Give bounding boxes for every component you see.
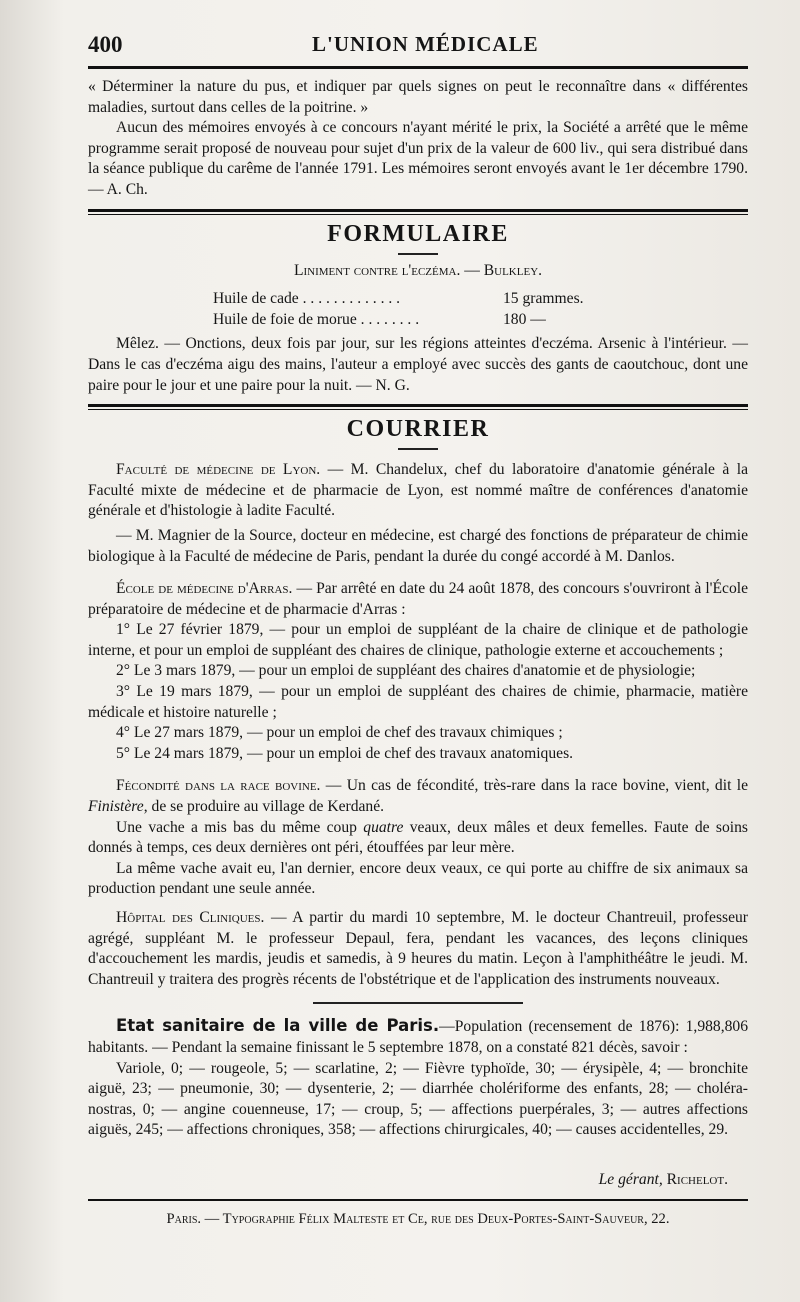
courrier-divider [398,448,438,450]
news-hopital-heading: Hôpital des Cliniques. [116,909,265,926]
news-arras-heading: École de médecine d'Arras. [116,580,293,598]
recipe-title: Liniment contre l'eczéma. — Bulkley. [293,261,543,279]
list-item: 4° Le 27 mars 1879, — pour un emploi de chef des travaux chimiques ; [116,724,563,742]
formulaire-title: FORMULAIRE [327,220,509,247]
journal-title: L'UNION MÉDICALE [312,32,539,56]
newspaper-name: Finistère [88,798,144,816]
page-header [88,0,748,66]
bovine-p2-italic: quatre [363,818,404,836]
ingredient-quantity: 15 grammes. [503,290,584,308]
opening-quote: « Déterminer la nature du pus, et indiquer par quels signes on peut le reconnaître dans « différentes maladies, surtout dans celles de la poitrine. » [88,78,748,116]
page-content [88,0,748,1228]
news-bovine-p3: La même vache avait eu, l'an dernier, encore deux veaux, ce qui porte au chiffre de six animaux sa production pendant une seule année. [88,859,748,898]
news-bovine [88,776,748,817]
ingredient-name: Huile de foie de morue . . . . . . . . [213,310,420,328]
ingredient-row [213,289,748,310]
etat-intro: —Population (recensement de 1876): 1,988,806 habitants. — Pendant la semaine finissant le 5 septembre 1878, on a constaté 821 décès, savoir : [88,1018,748,1056]
news-magnier: — M. Magnier de la Source, docteur en médecine, est chargé des fonctions de préparateur de chimie biologique à la Faculté de médecine de Paris, pendant la durée du congé accordé à M. Danlos. [88,526,748,565]
mid-rule [313,1002,523,1004]
news-bovine-text: — Un cas de fécondité, très-rare dans la race bovine, vient, dit le [320,777,748,795]
news-hopital [88,908,748,990]
recipe-instructions: Mêlez. — Onctions, deux fois par jour, sur les régions atteintes d'eczéma. Arsenic à l'intérieur. — Dans le cas d'eczéma aigu des mains, l'auteur a employé avec succès des gants de caoutchouc, dont une paire pour le jour et une paire pour la nuit. — N. G. [88,335,748,394]
section-rule-formulaire [88,209,748,212]
ingredient-name: Huile de cade . . . . . . . . . . . . . [213,290,401,308]
list-item: 5° Le 24 mars 1879, — pour un emploi de chef des travaux anatomiques. [116,744,574,762]
list-item: 2° Le 3 mars 1879, — pour un emploi de suppléant des chaires d'anatomie et de physiologie; [116,662,696,680]
page-number: 400 [88,32,123,57]
courrier-title: COURRIER [346,416,490,443]
etat-title: Etat sanitaire de la ville de Paris. [116,1016,440,1036]
signature [88,1171,748,1189]
formulaire-divider [398,253,438,255]
news-bovine-text-end: , de se produire au village de Kerdané. [143,798,385,816]
opening-paragraph: Aucun des mémoires envoyés à ce concours n'ayant mérité le prix, la Société a arrêté que le même programme serait proposé de nouveau pour sujet d'un prix de la valeur de 600 liv., qui sera distribué dans la séance publique du carême de l'année 1791. Les mémoires seront envoyés avant le 1er décembre 1790. — A. Ch. [88,119,748,198]
signature-label: Le gérant, [598,1170,663,1188]
printer-footer: Paris. — Typographie Félix Malteste et Ce, rue des Deux-Portes-Saint-Sauveur, 22. [88,1199,748,1228]
bovine-p2-start: Une vache a mis bas du même coup [116,818,364,836]
news-bovine-p2 [88,818,748,859]
ingredient-quantity: 180 — [503,310,546,328]
news-arras-text: — Par arrêté en date du 24 août 1878, des concours s'ouvriront à l'École préparatoire de médecine et de pharmacie d'Arras : [88,580,748,618]
etat-details: Variole, 0; — rougeole, 5; — scarlatine, 2; — Fièvre typhoïde, 30; — érysipèle, 4; — bronchite aiguë, 23; — pneumonie, 30; — dysenterie, 2; — diarrhée cholériforme des enfants, 28; — choléra-nostras, 0; — angine couenneuse, 17; — croup, 5; — affections puerpérales, 3; — autres affections aiguës, 245; — affections chroniques, 358; — affections chirurgicales, 40; — causes accidentelles, 29. [88,1059,748,1139]
etat-sanitaire [88,1016,748,1058]
news-lyon [88,460,748,522]
arras-concours-list [88,620,748,764]
news-bovine-heading: Fécondité dans la race bovine. [116,777,321,795]
list-item: 1° Le 27 février 1879, — pour un emploi de suppléant de la chaire de clinique et de pathologie interne, et pour un emploi de suppléant des chaires de clinique, pathologie externe et accouchements ; [88,621,748,659]
ingredient-list [213,289,748,330]
news-hopital-text: — A partir du mardi 10 septembre, M. le docteur Chantreuil, professeur agrégé, suppléant M. le professeur Depaul, fera, pendant les vacances, des leçons cliniques d'accouchement les mardis, jeudis et samedis, à 9 heures du matin. Leçon à l'amphithéâtre le jeudi. M. Chantreuil y traitera des progrès récents de l'obstétrique et de l'application des instruments nouveaux. [88,909,748,988]
bovine-p2-end: veaux, deux mâles et deux femelles. Faute de soins donnés à temps, ces deux dernières ont péri, étouffées par leur mère. [88,818,748,857]
list-item: 3° Le 19 mars 1879, — pour un emploi de suppléant des chaires de chimie, pharmacie, matière médicale et histoire naturelle ; [88,683,748,721]
ingredient-row [213,310,748,331]
news-arras [88,579,748,620]
signature-name: Richelot. [666,1170,728,1188]
news-lyon-heading: Faculté de médecine de Lyon. [116,461,321,479]
news-lyon-text: — M. Chandelux, chef du laboratoire d'anatomie générale à la Faculté mixte de médecine et de pharmacie de Lyon, est nommé maître de conférences d'anatomie générale et d'histologie à ladite Faculté. [88,461,748,520]
section-rule-courrier [88,404,748,407]
